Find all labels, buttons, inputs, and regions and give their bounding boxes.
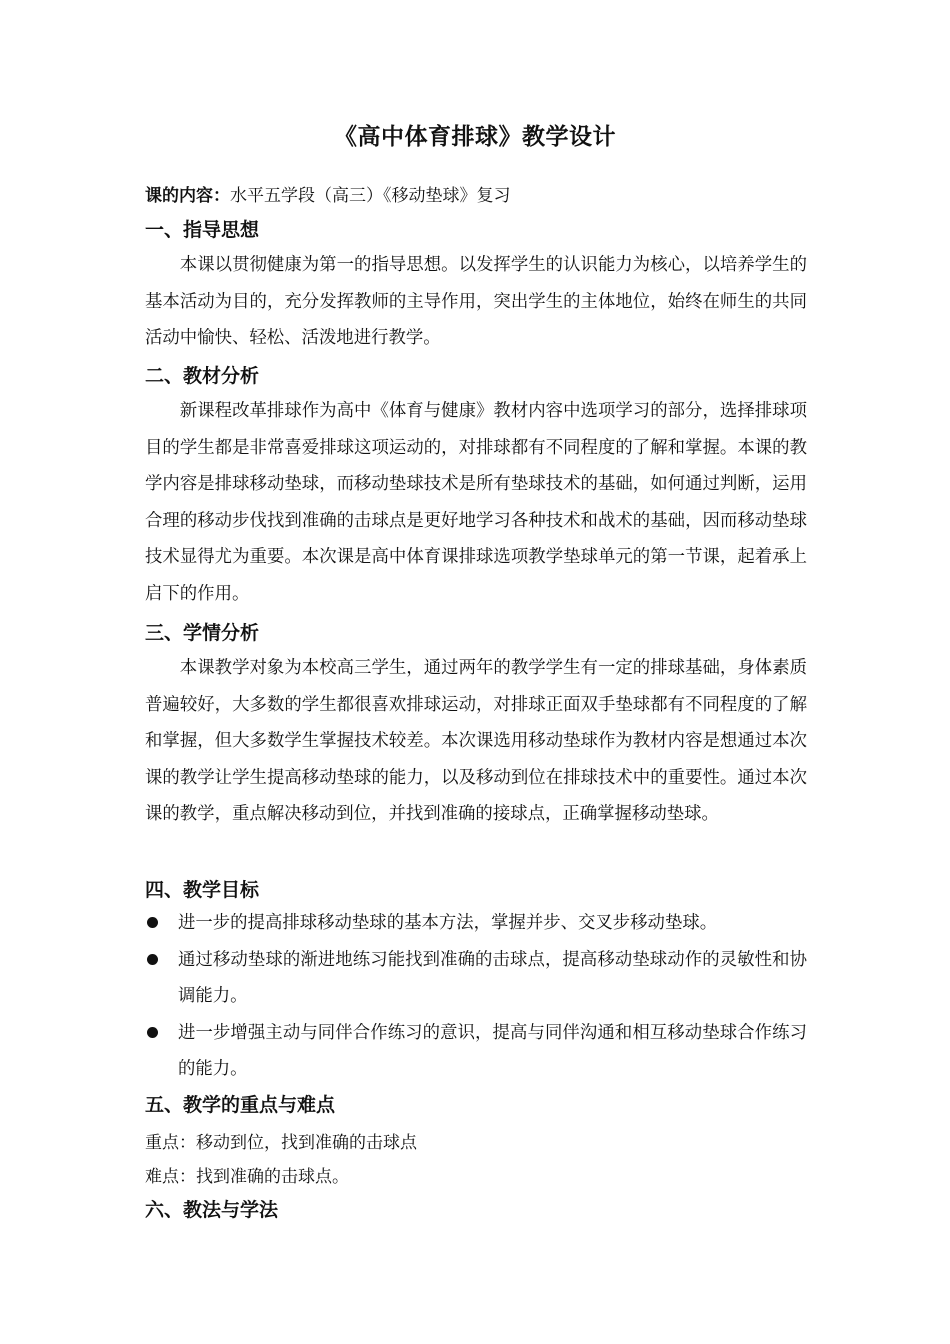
difficulty-line: 难点：找到准确的击球点。: [145, 1167, 349, 1187]
teaching-goals-list: [145, 905, 807, 1088]
bullet-dot-icon: [147, 1027, 158, 1038]
section-text-material-analysis: 新课程改革排球作为高中《体育与健康》教材内容中选项学习的部分，选择排球项目的学生都是非常喜爱排球这项运动的，对排球都有不同程度的了解和掌握。本课的教学内容是排球移动垫球，而移动垫球技术是所有垫球技术的基础，如何通过判断，运用合理的移动步伐找到准确的击球点是更好地学习各种技术和战术的基础，因而移动垫球技术显得尤为重要。本次课是高中体育课排球选项教学垫球单元的第一节课，起着承上启下的作用。: [145, 401, 807, 604]
key-point-line: 重点：移动到位，找到准确的击球点: [145, 1133, 417, 1153]
section-heading-guiding-ideology: 一、指导思想: [145, 219, 260, 241]
bullet-dot-icon: [147, 954, 158, 965]
section-heading-material-analysis: 二、教材分析: [145, 365, 260, 387]
section-heading-student-analysis: 三、学情分析: [145, 622, 260, 644]
section-heading-key-points: 五、教学的重点与难点: [145, 1094, 336, 1116]
bullet-dot-icon: [147, 917, 158, 928]
section-heading-teaching-goals: 四、教学目标: [145, 879, 260, 901]
section-text-guiding-ideology: 本课以贯彻健康为第一的指导思想。以发挥学生的认识能力为核心，以培养学生的基本活动为目的，充分发挥教师的主导作用，突出学生的主体地位，始终在师生的共同活动中愉快、轻松、活泼地进行教学。: [145, 255, 807, 348]
list-item: 进一步增强主动与同伴合作练习的意识，提高与同伴沟通和相互移动垫球合作练习的能力。: [145, 1015, 807, 1088]
section-text-student-analysis: 本课教学对象为本校高三学生，通过两年的教学学生有一定的排球基础，身体素质普遍较好，大多数的学生都很喜欢排球运动，对排球正面双手垫球都有不同程度的了解和掌握，但大多数学生掌握技术较差。本次课选用移动垫球作为教材内容是想通过本次课的教学让学生提高移动垫球的能力，以及移动到位在排球技术中的重要性。通过本次课的教学，重点解决移动到位，并找到准确的接球点，正确掌握移动垫球。: [145, 658, 807, 824]
lesson-content-line: [145, 181, 511, 206]
section-heading-methods: 六、教法与学法: [145, 1199, 279, 1221]
list-item: 通过移动垫球的渐进地练习能找到准确的击球点，提高移动垫球动作的灵敏性和协调能力。: [145, 942, 807, 1015]
list-item: 进一步的提高排球移动垫球的基本方法，掌握并步、交叉步移动垫球。: [145, 905, 807, 942]
document-title: 《高中体育排球》教学设计: [334, 124, 616, 150]
lesson-content-label: 课的内容：: [145, 186, 230, 206]
lesson-content-value: 水平五学段（高三）《移动垫球》复习: [230, 186, 511, 206]
